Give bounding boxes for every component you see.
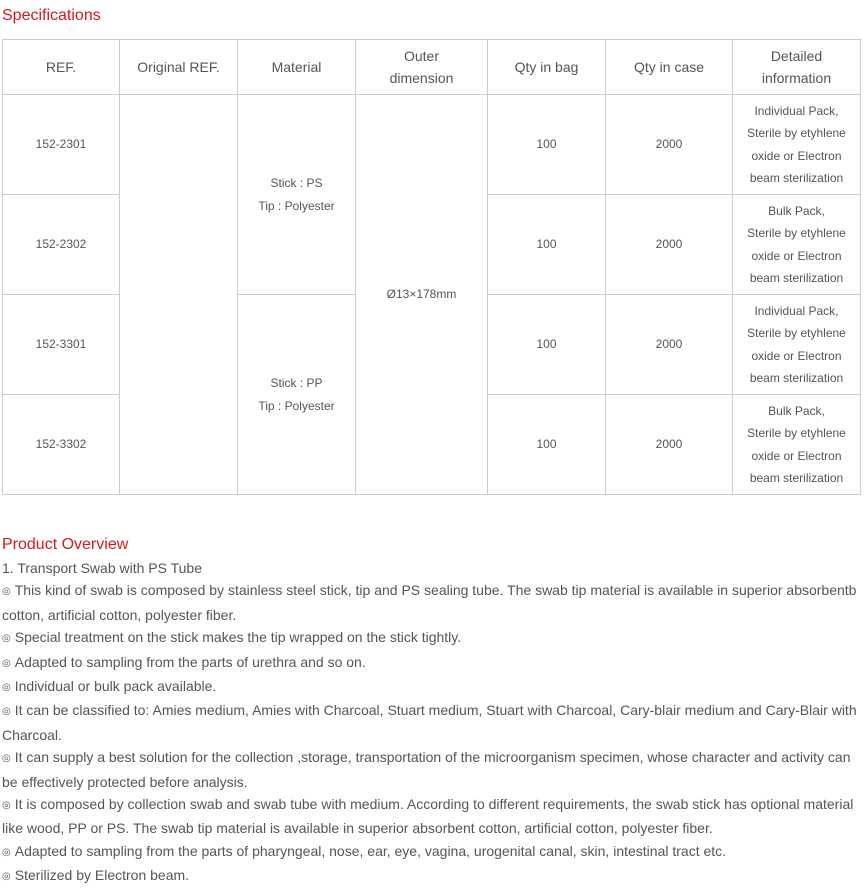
header-detailed-information [733, 40, 861, 95]
overview-bullet [2, 626, 860, 650]
overview-bullet [2, 651, 860, 675]
material-cell [238, 95, 356, 295]
bullet-icon: ◎ [2, 846, 11, 858]
header-qty-in-bag: Qty in bag [488, 40, 606, 95]
bullet-text: Sterilized by Electron beam. [14, 867, 190, 884]
detail-line: beam sterilization [749, 271, 844, 285]
detail-cell [733, 95, 861, 195]
bullet-icon: ◎ [2, 800, 11, 812]
bullet-icon: ◎ [2, 657, 11, 669]
ref-cell: 152-2302 [3, 195, 120, 295]
bullet-text: It can be classified to: Amies medium, Amies with Charcoal, Stuart medium, Stuart with Charcoal, Cary-blair medium and Cary-Blair with Charcoal. [2, 702, 857, 743]
qty-case-cell: 2000 [606, 195, 733, 295]
outer-dimension-cell: Ø13×178mm [356, 95, 488, 495]
overview-bullet [2, 840, 860, 864]
bullet-icon: ◎ [2, 633, 11, 645]
header-outer-dimension-line2: dimension [389, 70, 454, 86]
detail-cell [733, 295, 861, 395]
overview-bullet [2, 579, 860, 626]
qty-bag-cell: 100 [488, 195, 606, 295]
header-outer-dimension-line1: Outer [403, 48, 439, 64]
ref-cell: 152-2301 [3, 95, 120, 195]
qty-bag-cell: 100 [488, 295, 606, 395]
bullet-text: It is composed by collection swab and swab tube with medium. According to different requirements, the swab stick has optional material like wood, PP or PS. The swab tip material is available in superior absorbent cotton, artificial cotton, polyester fiber. [2, 796, 854, 837]
header-detailed-line1: Detailed [770, 48, 823, 64]
header-material: Material [238, 40, 356, 95]
original-ref-cell [120, 95, 238, 495]
detail-line: Sterile by etyhlene [747, 226, 846, 240]
header-outer-dimension [356, 40, 488, 95]
overview-bullet [2, 675, 860, 699]
detail-line: Bulk Pack, [768, 203, 825, 218]
overview-heading: 1. Transport Swab with PS Tube [2, 560, 202, 576]
specifications-title: Specifications [2, 7, 101, 24]
bullet-text: This kind of swab is composed by stainless steel stick, tip and PS sealing tube. The swab tip material is available in superior absorbentb cotton, artificial cotton, polyester fiber. [2, 582, 857, 623]
ref-cell: 152-3301 [3, 295, 120, 395]
header-detailed-line2: information [761, 70, 832, 86]
bullet-icon: ◎ [2, 871, 11, 883]
detail-line: Bulk Pack, [768, 403, 825, 418]
ref-cell: 152-3302 [3, 395, 120, 495]
qty-case-cell: 2000 [606, 95, 733, 195]
qty-bag-cell: 100 [488, 95, 606, 195]
detail-line: Individual Pack, [754, 303, 839, 318]
detail-line: Sterile by etyhlene [747, 426, 846, 440]
detail-line: Individual Pack, [754, 103, 839, 118]
header-qty-in-case: Qty in case [606, 40, 733, 95]
qty-case-cell: 2000 [606, 295, 733, 395]
table-row [3, 95, 861, 195]
table-header-row [3, 40, 861, 95]
detail-line: Sterile by etyhlene [747, 326, 846, 340]
material-cell [238, 295, 356, 495]
bullet-text: Individual or bulk pack available. [14, 678, 217, 695]
detail-line: oxide or Electron [751, 248, 842, 263]
detail-line: Sterile by etyhlene [747, 126, 846, 140]
material-stick: Stick : PS [270, 175, 323, 190]
qty-case-cell: 2000 [606, 395, 733, 495]
detail-line: beam sterilization [749, 171, 844, 185]
material-tip: Tip : Polyester [258, 398, 335, 413]
detail-line: oxide or Electron [751, 448, 842, 463]
detail-cell [733, 195, 861, 295]
bullet-text: It can supply a best solution for the collection ,storage, transportation of the microorganism specimen, whose character and activity can be effectively protected before analysis. [2, 749, 851, 790]
bullet-icon: ◎ [2, 753, 11, 765]
detail-cell [733, 395, 861, 495]
qty-bag-cell: 100 [488, 395, 606, 495]
detail-line: beam sterilization [749, 471, 844, 485]
bullet-text: Special treatment on the stick makes the tip wrapped on the stick tightly. [14, 629, 462, 646]
overview-bullet [2, 746, 860, 793]
detail-line: beam sterilization [749, 371, 844, 385]
specifications-table [2, 39, 861, 495]
overview-bullet [2, 699, 860, 746]
detail-line: oxide or Electron [751, 148, 842, 163]
overview-bullet [2, 793, 860, 840]
bullet-icon: ◎ [2, 682, 11, 694]
product-overview-body [2, 557, 860, 889]
header-ref: REF. [3, 40, 120, 95]
header-original-ref: Original REF. [120, 40, 238, 95]
overview-bullet [2, 864, 860, 888]
product-overview-title: Product Overview [2, 536, 129, 553]
material-tip: Tip : Polyester [258, 198, 335, 213]
material-stick: Stick : PP [270, 375, 323, 390]
bullet-icon: ◎ [2, 586, 11, 598]
detail-line: oxide or Electron [751, 348, 842, 363]
bullet-icon: ◎ [2, 706, 11, 718]
bullet-text: Adapted to sampling from the parts of pharyngeal, nose, ear, eye, vagina, urogenital canal, skin, intestinal tract etc. [14, 842, 727, 859]
bullet-text: Adapted to sampling from the parts of urethra and so on. [14, 653, 366, 670]
